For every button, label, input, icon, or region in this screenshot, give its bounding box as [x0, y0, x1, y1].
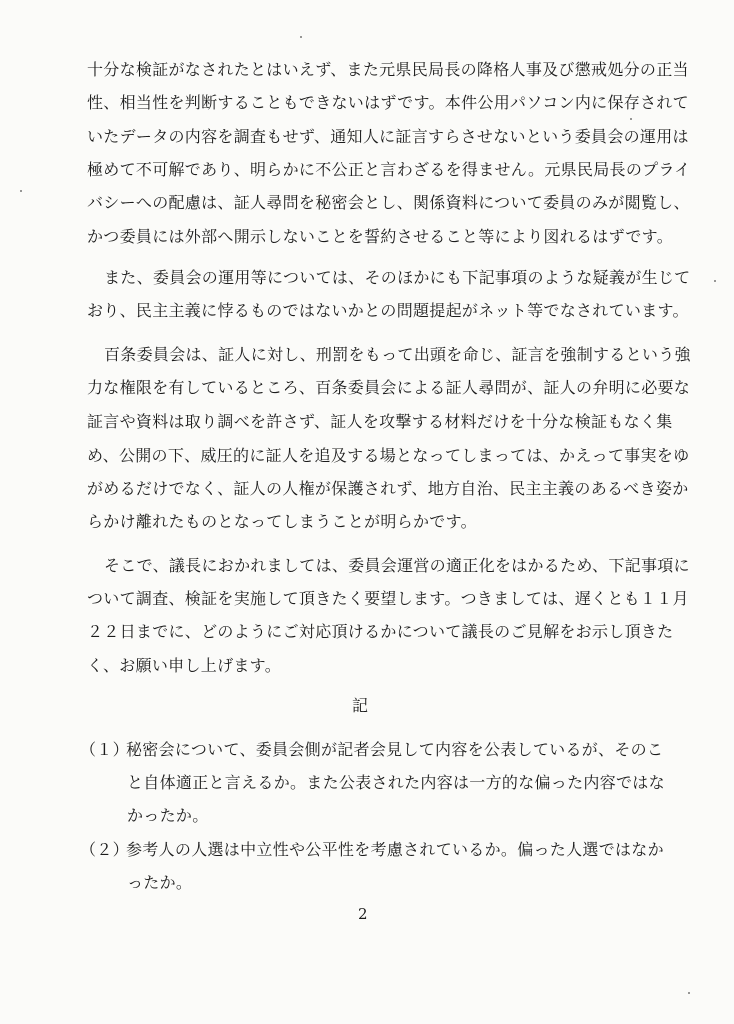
list-item-1-line-3: かったか。 [127, 806, 209, 825]
paragraph-3-line-2: 力な権限を有しているところ、百条委員会による証人尋問が、証人の弁明に必要な [87, 378, 691, 397]
paragraph-1-line-3: いたデータの内容を調査もせず、通知人に証言すらさせないという委員会の運用は [87, 127, 689, 146]
paragraph-1-line-6: かつ委員には外部へ開示しないことを誓約させること等により図れるはずです。 [87, 227, 674, 246]
paragraph-4-line-1: そこで、議長におかれましては、委員会運営の適正化をはかるため、下記事項に [104, 556, 690, 575]
scan-speck [300, 36, 302, 38]
paragraph-2-line-2: おり、民主主義に悖るものではないかとの問題提起がネット等でなされています。 [87, 301, 689, 320]
list-item-1-line-2: と自体適正と言えるか。また公表された内容は一方的な偏った内容ではな [127, 773, 665, 792]
paragraph-1-line-5: バシーへの配慮は、証人尋問を秘密会とし、関係資料について委員のみが閲覧し、 [87, 193, 690, 212]
scan-speck [714, 280, 716, 282]
list-item-text: 参考人の人選は中立性や公平性を考慮されているか。偏った人選ではなか [126, 840, 664, 859]
paragraph-3-line-4: め、公開の下、威圧的に証人を追及する場となってしまっては、かえって事実をゆ [87, 446, 690, 465]
list-item-number: （２） [80, 840, 129, 859]
paragraph-3-line-5: がめるだけでなく、証人の人権が保護されず、地方自治、民主主義のあるべき姿か [87, 479, 689, 498]
scan-speck [630, 118, 632, 120]
paragraph-4-line-2: ついて調査、検証を実施して頂きたく要望します。つきましては、遅くとも１１月 [87, 589, 689, 608]
page-number: 2 [358, 905, 368, 923]
paragraph-3-line-6: らかけ離れたものとなってしまうことが明らかです。 [87, 512, 477, 531]
paragraph-1-line-4: 極めて不可解であり、明らかに不公正と言わざるを得ません。元県民局長のプライ [87, 160, 691, 179]
paragraph-3-line-3: 証言や資料は取り調べを許さず、証人を攻撃する材料だけを十分な検証もなく集 [87, 412, 673, 431]
list-item-number: （１） [80, 740, 129, 759]
paragraph-4-line-3: ２２日までに、どのようにご対応頂けるかについて議長のご見解をお示し頂きた [87, 622, 674, 641]
scan-speck [688, 992, 690, 994]
paragraph-3-line-1: 百条委員会は、証人に対し、刑罰をもって出頭を命じ、証言を強制するという強 [104, 345, 691, 364]
paragraph-1-line-1: 十分な検証がなされたとはいえず、また元県民局長の降格人事及び懲戒処分の正当 [87, 60, 689, 79]
paragraph-1-line-2: 性、相当性を判断することもできないはずです。本件公用パソコン内に保存されて [87, 93, 689, 112]
scan-speck [20, 190, 22, 192]
paragraph-2-line-1: また、委員会の運用等については、そのほかにも下記事項のような疑義が生じて [104, 268, 691, 287]
ki-heading: 記 [352, 696, 369, 715]
paragraph-4-line-4: く、お願い申し上げます。 [87, 656, 282, 675]
list-item-text: 秘密会について、委員会側が記者会見して内容を公表しているが、そのこ [126, 740, 664, 759]
list-item-2-line-2: ったか。 [127, 873, 193, 892]
